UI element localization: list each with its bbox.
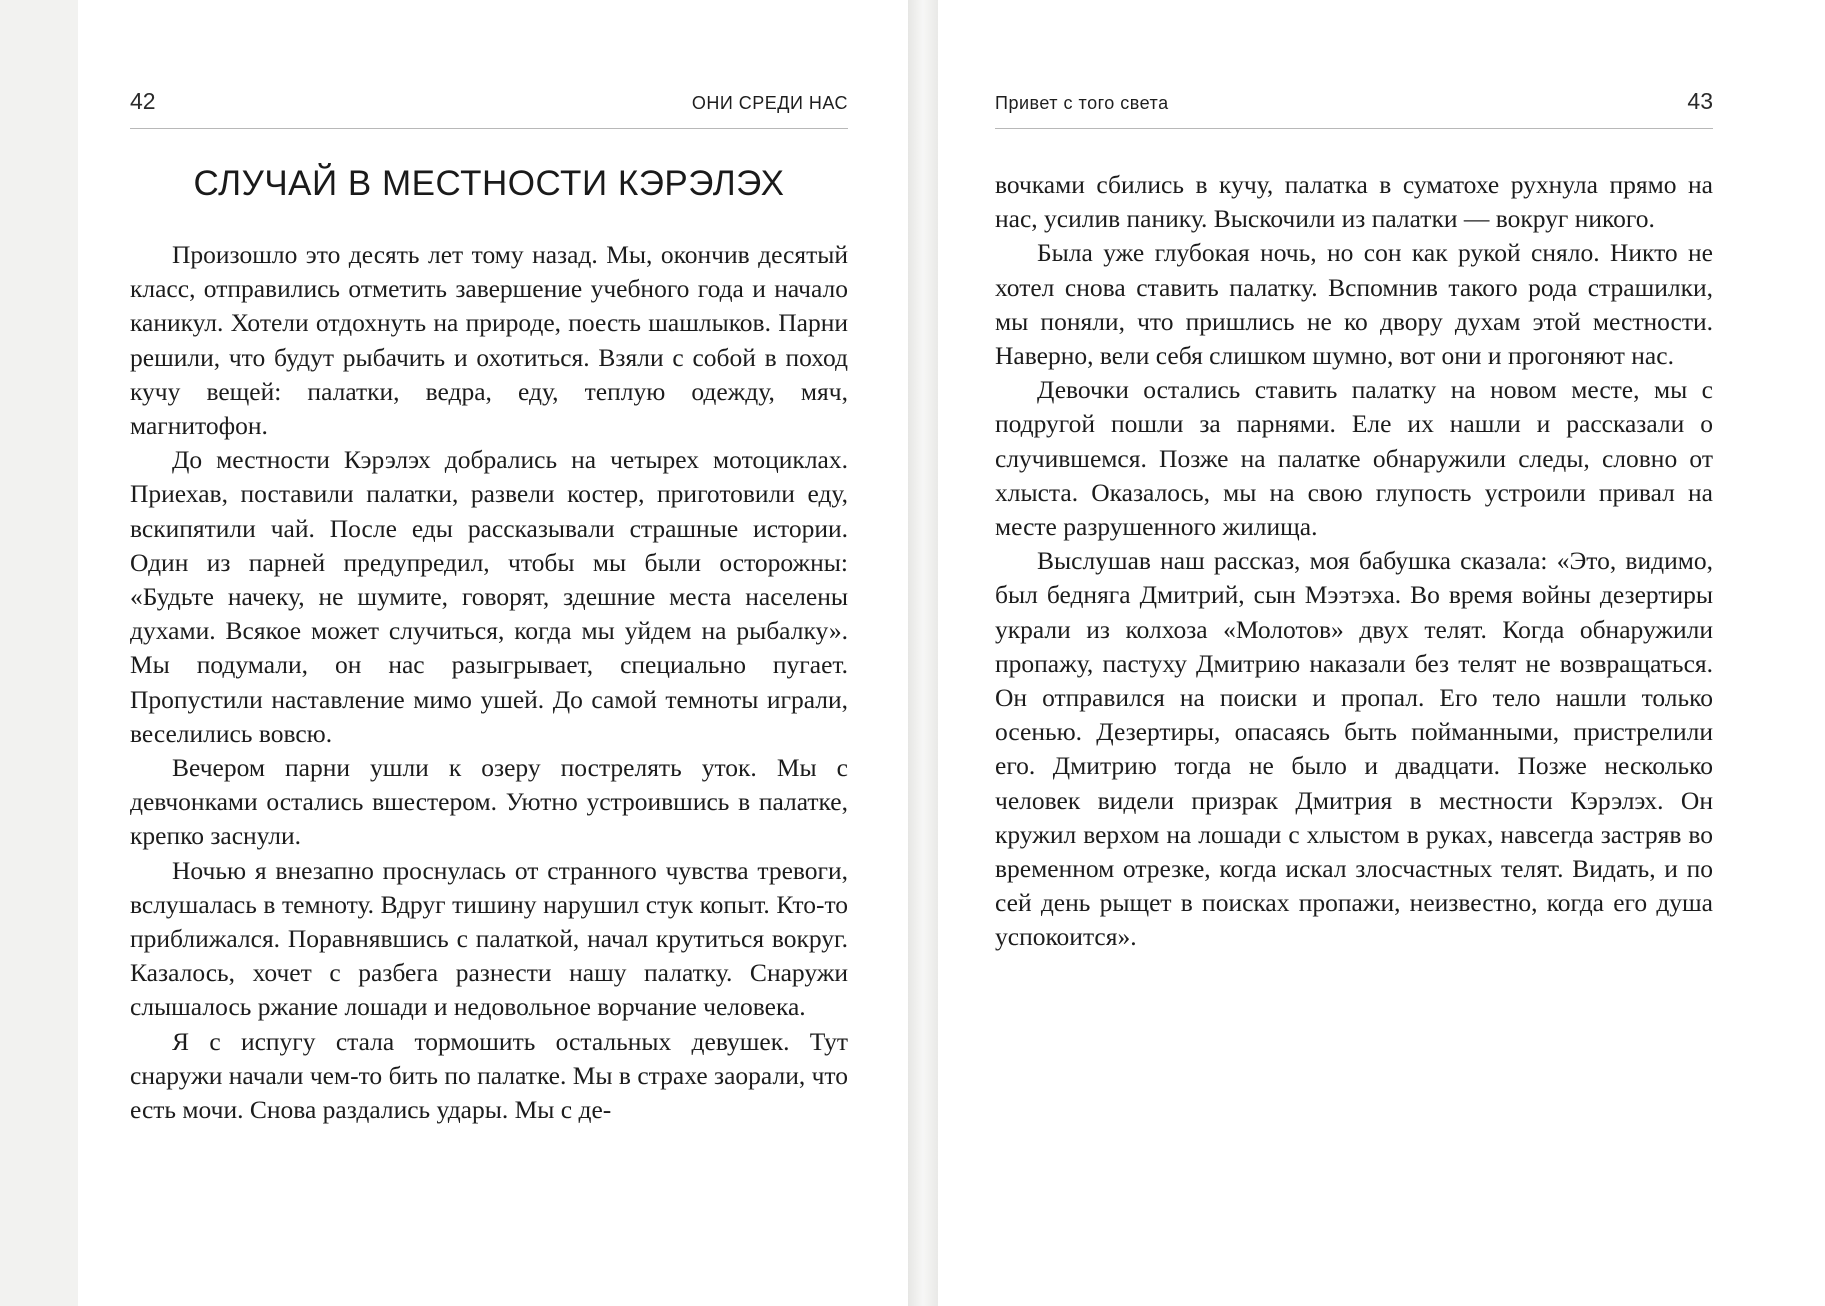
right-page-number: 43 bbox=[1687, 88, 1713, 114]
chapter-title: СЛУЧАЙ В МЕСТНОСТИ КЭРЭЛЭХ bbox=[193, 164, 785, 203]
paragraph: До местности Кэрэлэх добрались на четырех мотоциклах. Приехав, поставили палатки, развели костер, приготовили еду, вскипятили чай. После еды рассказывали страшные истории. Один из парней предупредил, чтобы мы были осторожны: «Будьте начеку, не шумите, говорят, здешние места населены духами. Всякое может случиться, когда мы уйдем на рыбалку». Мы подумали, он нас разыгрывает, специально пугает. Пропустили наставление мимо ушей. До самой темноты играли, веселились вовсю. bbox=[130, 445, 848, 748]
paragraph: Вечером парни ушли к озеру пострелять уток. Мы с девчонками остались вшестером. Уютно устроившись в палатке, крепко заснули. bbox=[130, 753, 848, 851]
paragraph: Была уже глубокая ночь, но сон как рукой сняло. Никто не хотел снова ставить палатку. Вспомнив такого рода страшилки, мы поняли, что пришлись не ко двору духам этой местности. Наверно, вели себя слишком шумно, вот они и прогоняют нас. bbox=[995, 238, 1713, 371]
paragraph: вочками сбились в кучу, палатка в суматохе рухнула прямо на нас, усилив панику. Выскочили из палатки — вокруг никого. bbox=[995, 170, 1713, 234]
left-page bbox=[78, 0, 908, 1306]
left-running-title: ОНИ СРЕДИ НАС bbox=[691, 93, 848, 113]
right-running-title: Привет с того света bbox=[995, 93, 1169, 113]
right-page bbox=[938, 0, 1825, 1306]
left-running-header bbox=[130, 88, 848, 129]
paragraph: Ночью я внезапно проснулась от странного чувства тревоги, вслушалась в темноту. Вдруг тишину нарушил стук копыт. Кто-то приближался. Поравнявшись с палаткой, начал крутиться вокруг. Казалось, хочет с разбега разнести нашу палатку. Снаружи слышалось ржание лошади и недовольное ворчание человека. bbox=[130, 855, 848, 1022]
paragraph: Я с испугу стала тормошить остальных девушек. Тут снаружи начали чем-то бить по палатке. Мы в страхе заорали, что есть мочи. Снова раздались удары. Мы с де- bbox=[130, 1026, 848, 1125]
book-gutter bbox=[908, 0, 938, 1306]
paragraph: Произошло это десять лет тому назад. Мы, окончив десятый класс, отправились отметить завершение учебного года и начало каникул. Хотели отдохнуть на природе, поесть шашлыков. Парни решили, что будут рыбачить и охотиться. Взяли с собой в поход кучу вещей: палатки, ведра, еду, теплую одежду, мяч, магнитофон. bbox=[130, 240, 848, 441]
right-page-text bbox=[995, 168, 1713, 955]
paragraph: Выслушав наш рассказ, моя бабушка сказала: «Это, видимо, был бедняга Дмитрий, сын Мээтэха. Во время войны дезертиры украли из колхоза «Молотов» двух телят. Когда обнаружили пропажу, пастуху Дмитрию наказали без телят не возвращаться. Он отправился на поиски и пропал. Его тело нашли только осенью. Дезертиры, опасаясь быть пойманными, пристрелили его. Дмитрию тогда не было и двадцати. Позже несколько человек видели призрак Дмитрия в местности Кэрэлэх. Он кружил верхом на лошади с хлыстом в руках, навсегда застряв во временном отрезке, когда искал злосчастных телят. Видать, и по сей день рыщет в поисках пропажи, неизвестно, когда его душа успокоится». bbox=[995, 546, 1713, 952]
right-running-header bbox=[995, 88, 1713, 129]
paragraph: Девочки остались ставить палатку на новом месте, мы с подругой пошли за парнями. Еле их нашли и рассказали о случившемся. Позже на палатке обнаружили следы, словно от хлыста. Оказалось, мы на свою глупость устроили привал на месте разрушенного жилища. bbox=[995, 375, 1713, 542]
left-page-text bbox=[130, 238, 848, 1127]
left-page-number: 42 bbox=[130, 88, 156, 114]
